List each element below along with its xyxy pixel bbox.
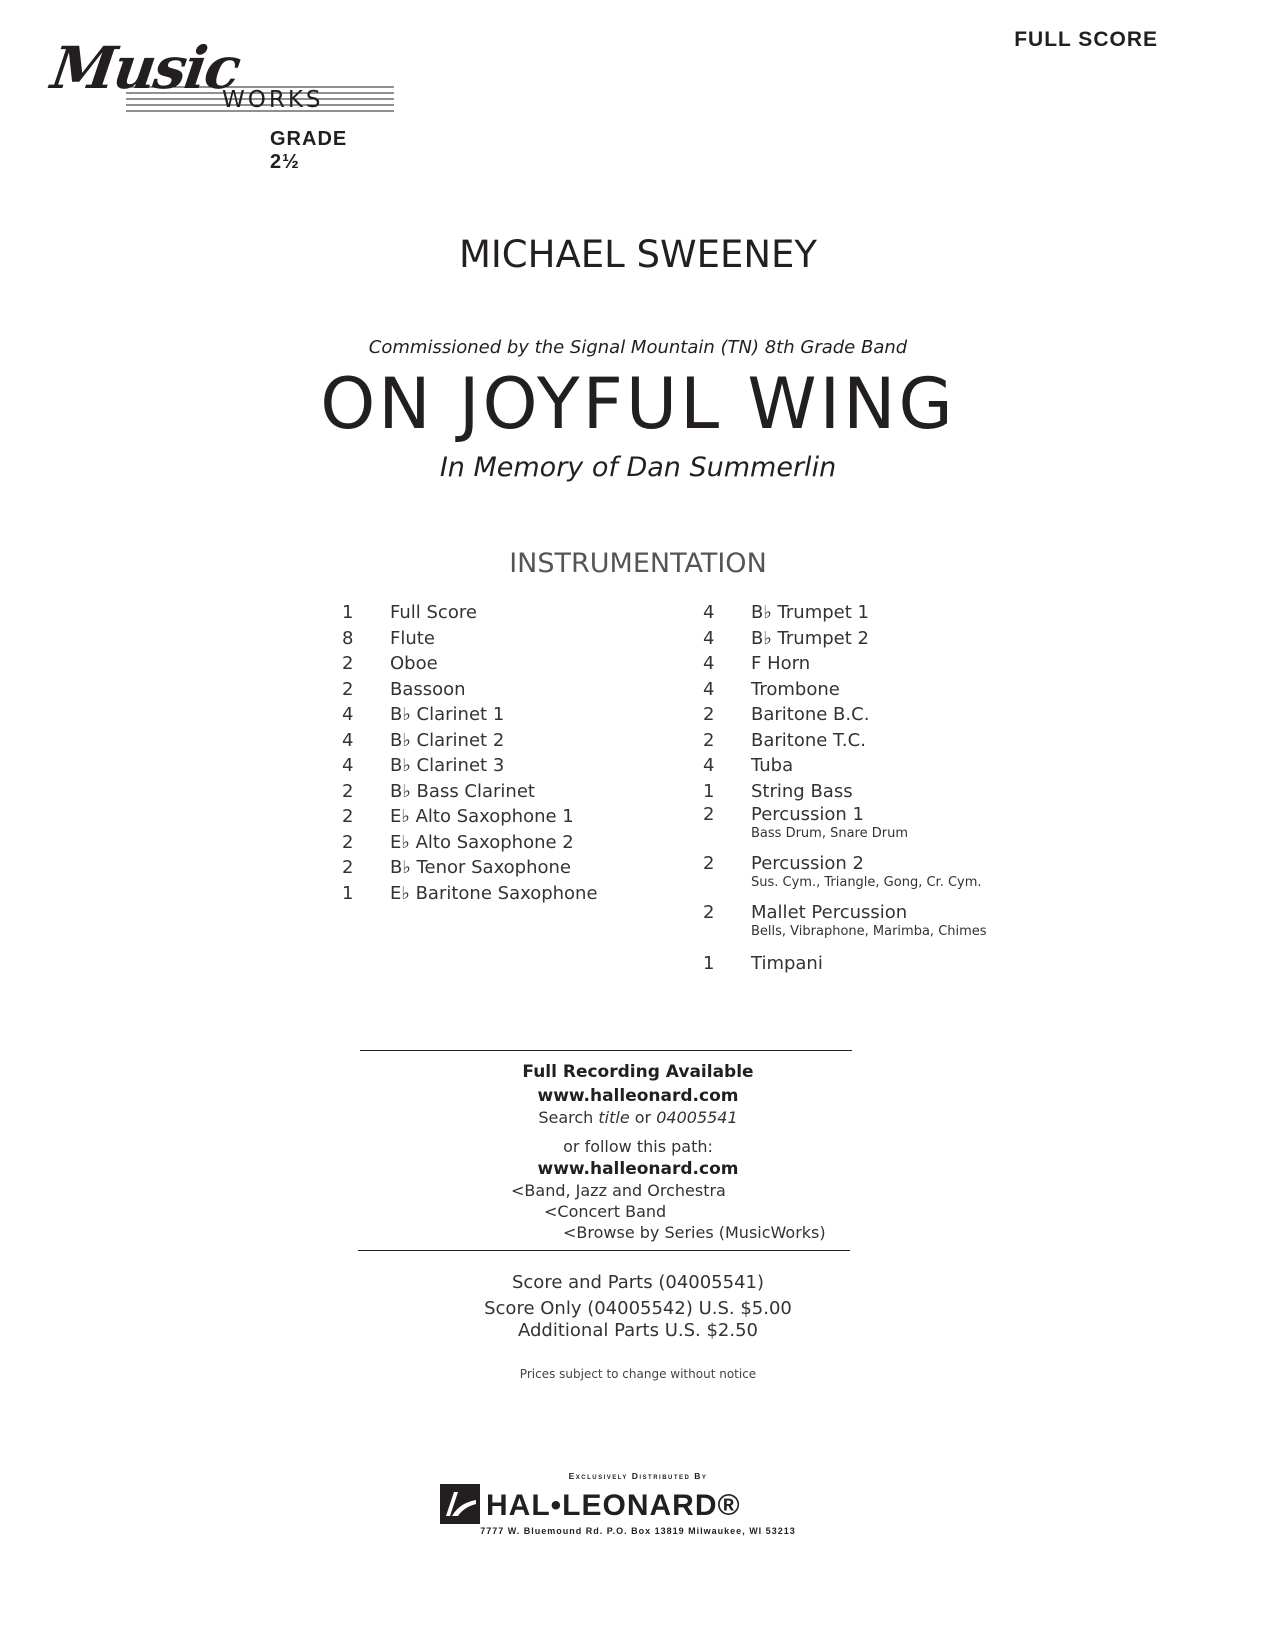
instrument-row bbox=[342, 626, 598, 652]
instrument-qty: 1 bbox=[342, 882, 354, 904]
path-step-2: <Concert Band bbox=[544, 1202, 667, 1221]
instrument-note: Bass Drum, Snare Drum bbox=[751, 826, 908, 841]
instrument-row bbox=[342, 855, 598, 881]
full-score-label: FULL SCORE bbox=[1014, 28, 1158, 51]
instrument-row bbox=[703, 600, 987, 626]
instrument-row bbox=[703, 728, 987, 754]
instrument-name: B♭ Tenor Saxophone bbox=[390, 857, 572, 878]
instrument-qty: 4 bbox=[342, 729, 354, 751]
search-instruction bbox=[0, 1108, 1276, 1127]
instrument-qty: 2 bbox=[342, 678, 354, 700]
instrument-name: Tuba bbox=[751, 755, 794, 776]
dedication-line: In Memory of Dan Summerlin bbox=[439, 452, 837, 483]
search-title: title bbox=[598, 1108, 630, 1127]
publisher-address: 7777 W. Bluemound Rd. P.O. Box 13819 Milwaukee, WI 53213 bbox=[480, 1526, 796, 1536]
logo-works-text: WORKS bbox=[222, 87, 324, 113]
instrument-row bbox=[703, 779, 987, 805]
instrument-qty: 4 bbox=[342, 704, 354, 725]
instrument-row bbox=[342, 677, 598, 703]
grade-label: GRADE 2½ bbox=[270, 128, 348, 173]
piece-title: ON JOYFUL WING bbox=[320, 363, 956, 445]
instrument-qty: 8 bbox=[342, 627, 354, 649]
price-score-and-parts: Score and Parts (04005541) bbox=[511, 1272, 765, 1293]
instrument-name: Timpani bbox=[751, 953, 823, 974]
instrument-qty: 2 bbox=[703, 902, 715, 923]
instrument-row bbox=[703, 677, 987, 703]
instrument-row bbox=[342, 702, 598, 728]
instrument-name: String Bass bbox=[751, 780, 853, 802]
instrument-name: B♭ Clarinet 3 bbox=[390, 755, 505, 776]
instrument-note: Bells, Vibraphone, Marimba, Chimes bbox=[751, 924, 987, 939]
instrument-name: B♭ Clarinet 2 bbox=[390, 729, 505, 751]
instrument-qty: 2 bbox=[342, 653, 354, 674]
divider-bottom bbox=[358, 1250, 850, 1251]
instrument-qty: 4 bbox=[342, 755, 354, 776]
divider-top bbox=[360, 1050, 852, 1051]
instrument-row bbox=[342, 830, 598, 856]
instrument-row bbox=[342, 804, 598, 830]
instrument-row bbox=[703, 902, 987, 951]
price-additional-parts: Additional Parts U.S. $2.50 bbox=[517, 1320, 758, 1341]
search-prefix: Search bbox=[538, 1108, 599, 1127]
price-score-only: Score Only (04005542) U.S. $5.00 bbox=[484, 1298, 792, 1319]
instrument-name: B♭ Trumpet 2 bbox=[751, 627, 869, 649]
musicworks-logo bbox=[47, 28, 352, 173]
instrument-row bbox=[342, 881, 598, 907]
instrument-row bbox=[342, 779, 598, 805]
instrument-name: B♭ Clarinet 1 bbox=[390, 704, 505, 725]
instrument-name: E♭ Alto Saxophone 1 bbox=[390, 806, 574, 827]
instrument-name: Bassoon bbox=[390, 678, 466, 700]
instrumentation-left-column bbox=[342, 600, 598, 906]
instrument-qty: 2 bbox=[703, 729, 715, 751]
search-or: or bbox=[629, 1108, 657, 1127]
instrument-qty: 4 bbox=[703, 755, 715, 776]
follow-path-text: or follow this path: bbox=[563, 1137, 713, 1156]
hal-leonard-emblem-icon bbox=[440, 1484, 480, 1524]
instrument-name: F Horn bbox=[751, 653, 811, 674]
path-step-3: <Browse by Series (MusicWorks) bbox=[563, 1223, 826, 1242]
instrument-name: Percussion 1 bbox=[751, 804, 864, 825]
instrument-row bbox=[342, 728, 598, 754]
instrument-qty: 2 bbox=[342, 857, 354, 878]
instrument-row bbox=[703, 702, 987, 728]
instrument-qty: 1 bbox=[342, 602, 354, 623]
instrument-qty: 4 bbox=[703, 627, 715, 649]
instrument-row bbox=[342, 753, 598, 779]
instrument-qty: 4 bbox=[703, 678, 715, 700]
path-step-1: <Band, Jazz and Orchestra bbox=[511, 1181, 726, 1200]
instrument-qty: 4 bbox=[703, 653, 715, 674]
logo-script-text: Music bbox=[47, 34, 244, 102]
composer-name: MICHAEL SWEENEY bbox=[458, 233, 818, 276]
instrument-name: B♭ Trumpet 1 bbox=[751, 602, 869, 623]
instrument-qty: 2 bbox=[342, 780, 354, 802]
hal-leonard-logo bbox=[440, 1484, 785, 1526]
instrument-row bbox=[703, 951, 987, 977]
instrument-qty: 2 bbox=[342, 831, 354, 853]
instrument-row bbox=[703, 804, 987, 853]
instrument-name: Trombone bbox=[751, 678, 840, 700]
instrument-name: Flute bbox=[390, 627, 435, 649]
instrument-name: E♭ Alto Saxophone 2 bbox=[390, 831, 574, 853]
search-code: 04005541 bbox=[656, 1108, 738, 1127]
instrument-qty: 2 bbox=[703, 804, 715, 825]
instrument-name: Percussion 2 bbox=[751, 853, 864, 874]
instrument-name: Baritone T.C. bbox=[751, 729, 866, 751]
instrument-qty: 2 bbox=[703, 704, 715, 725]
instrumentation-right-column bbox=[703, 600, 987, 977]
prices-disclaimer: Prices subject to change without notice bbox=[519, 1367, 757, 1381]
path-site-link[interactable]: www.halleonard.com bbox=[537, 1159, 739, 1179]
instrument-name: Mallet Percussion bbox=[751, 902, 908, 923]
hal-leonard-wordmark: HAL•LEONARD® bbox=[486, 1489, 741, 1522]
recording-site-link[interactable]: www.halleonard.com bbox=[537, 1086, 739, 1106]
instrument-qty: 1 bbox=[703, 780, 715, 802]
instrument-qty: 2 bbox=[342, 806, 354, 827]
instrument-row bbox=[342, 600, 598, 626]
instrument-row bbox=[703, 651, 987, 677]
instrument-qty: 2 bbox=[703, 853, 715, 874]
instrument-row bbox=[703, 753, 987, 779]
instrument-row bbox=[703, 853, 987, 902]
instrument-qty: 4 bbox=[703, 602, 715, 623]
recording-heading: Full Recording Available bbox=[522, 1062, 754, 1082]
instrument-row bbox=[342, 651, 598, 677]
instrument-row bbox=[703, 626, 987, 652]
instrument-name: E♭ Baritone Saxophone bbox=[390, 882, 598, 904]
instrument-name: Oboe bbox=[390, 653, 438, 674]
instrument-name: Full Score bbox=[390, 602, 477, 623]
instrumentation-heading: INSTRUMENTATION bbox=[509, 548, 767, 579]
commission-line: Commissioned by the Signal Mountain (TN) 8th Grade Band bbox=[368, 337, 908, 358]
distributed-by-label: Exclusively Distributed By bbox=[568, 1471, 708, 1481]
instrument-name: Baritone B.C. bbox=[751, 704, 870, 725]
instrument-name: B♭ Bass Clarinet bbox=[390, 780, 535, 802]
instrument-qty: 1 bbox=[703, 953, 715, 974]
instrument-note: Sus. Cym., Triangle, Gong, Cr. Cym. bbox=[751, 875, 982, 890]
